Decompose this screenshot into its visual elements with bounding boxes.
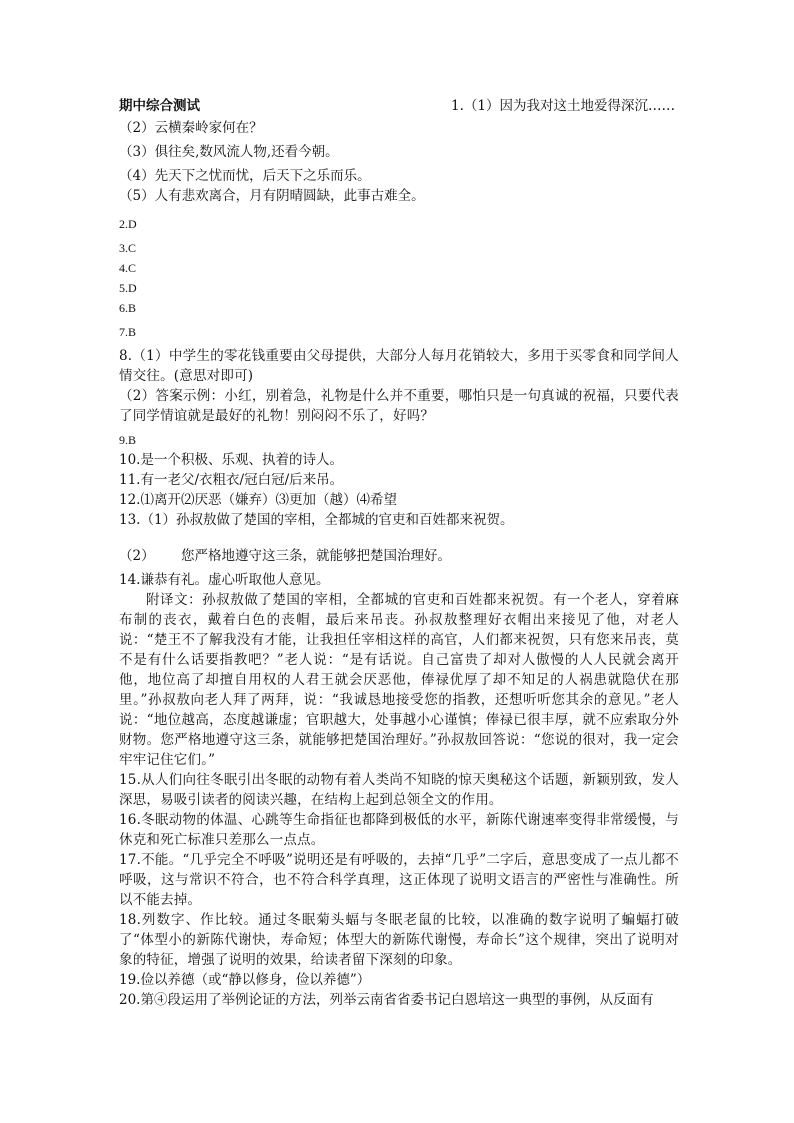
answer-1-3: （3）俱往矣,数风流人物,还看今朝。 bbox=[119, 144, 339, 160]
header-line bbox=[119, 96, 679, 118]
answer-3: 3.C bbox=[119, 241, 137, 255]
answer-page bbox=[119, 96, 679, 1010]
answer-20: 20.第④段运用了举例论证的方法，列举云南省省委书记白恩培这一典型的事例，从反面有 bbox=[119, 992, 654, 1008]
answer-19: 19.俭以养德（或“静以修身，俭以养德”） bbox=[119, 972, 371, 988]
translation-paragraph: 附译文：孙叔敖做了楚国的宰相，全都城的官吏和百姓都来祝贺。有一个老人，穿着麻布制的丧衣，戴着白色的丧帽，最后来吊丧。孙叔敖整理好衣帽出来接见了他，对老人说：“楚王不了解我没有才能，让我担任宰相这样的高官，人们都来祝贺，只有您来吊丧，莫不是有什么话要指教吧？”老人说：“是有话说。自己富贵了却对人傲慢的人人民就会离开他，地位高了却擅自用权的人君王就会厌恶他，俸禄优厚了却不知足的人祸患就隐伏在那里。”孙叔敖向老人拜了两拜，说：“我诚恳地接受您的指教，还想听听您其余的意见。”老人说：“地位越高，态度越谦虚；官职越大，处事越小心谨慎；俸禄已很丰厚，就不应索取分外财物。您严格地遵守这三条，就能够把楚国治理好。”孙叔敖回答说：“您说的很对，我一定会牢牢记住它们。” bbox=[119, 592, 679, 768]
answer-14: 14.谦恭有礼。虚心听取他人意见。 bbox=[119, 572, 330, 588]
page-title: 期中综合测试 bbox=[119, 98, 200, 114]
answer-15: 15.从人们向往冬眠引出冬眠的动物有着人类尚不知晓的惊天奥秘这个话题，新颖别致，发人深思，易吸引读者的阅读兴趣，在结构上起到总领全文的作用。 bbox=[119, 772, 679, 808]
answer-1-5: （5）人有悲欢离合，月有阴晴圆缺，此事古难全。 bbox=[119, 188, 425, 204]
answer-5: 5.D bbox=[119, 281, 137, 295]
answer-1-2: （2）云横秦岭家何在？ bbox=[119, 120, 263, 136]
answer-17: 17.不能。“几乎完全不呼吸”说明还是有呼吸的，去掉“几乎”二字后，意思变成了一点儿都不呼吸，这与常识不符合，也不符合科学真理，这正体现了说明文语言的严密性与准确性。所以不能去掉。 bbox=[119, 852, 679, 908]
answer-13-1: 13.（1）孙叔敖做了楚国的宰相，全都城的官吏和百姓都来祝贺。 bbox=[119, 512, 514, 528]
answer-10: 10.是一个积极、乐观、执着的诗人。 bbox=[119, 452, 343, 468]
answer-2: 2.D bbox=[119, 217, 137, 231]
answer-12: 12.⑴离开⑵厌恶（嫌弃）⑶更加（越）⑷希望 bbox=[119, 492, 397, 508]
answer-16: 16.冬眠动物的体温、心跳等生命指征也都降到极低的水平，新陈代谢速率变得非常缓慢，与休克和死亡标准只差那么一点点。 bbox=[119, 812, 679, 848]
answer-4: 4.C bbox=[119, 261, 137, 275]
answer-13-2-text: 您严格地遵守这三条，就能够把楚国治理好。 bbox=[181, 548, 451, 564]
answer-13-2 bbox=[119, 546, 679, 566]
answer-1-1: 1.（1）因为我对这土地爱得深沉…… bbox=[451, 98, 675, 114]
answer-6: 6.B bbox=[119, 301, 137, 315]
answer-9: 9.B bbox=[119, 433, 137, 447]
answer-18: 18.列数字、作比较。通过冬眠菊头蝠与冬眠老鼠的比较，以准确的数字说明了蝙蝠打破了“体型小的新陈代谢快，寿命短；体型大的新陈代谢慢，寿命长”这个规律，突出了说明对象的特征，增强了说明的效果，给读者留下深刻的印象。 bbox=[119, 912, 679, 968]
answer-11: 11.有一老父/衣粗衣/冠白冠/后来吊。 bbox=[119, 472, 344, 488]
answer-13-2-label: （2） bbox=[119, 548, 155, 564]
answer-8-1: 8.（1）中学生的零花钱重要由父母提供，大部分人每月花销较大，多用于买零食和同学间人情交往。(意思对即可) bbox=[119, 348, 679, 384]
answer-1-4: （4）先天下之忧而忧，后天下之乐而乐。 bbox=[119, 168, 371, 184]
answer-8-2: （2）答案示例：小红，别着急，礼物是什么并不重要，哪怕只是一句真诚的祝福，只要代表了同学情谊就是最好的礼物！别闷闷不乐了，好吗？ bbox=[119, 388, 679, 424]
answer-7: 7.B bbox=[119, 325, 137, 339]
